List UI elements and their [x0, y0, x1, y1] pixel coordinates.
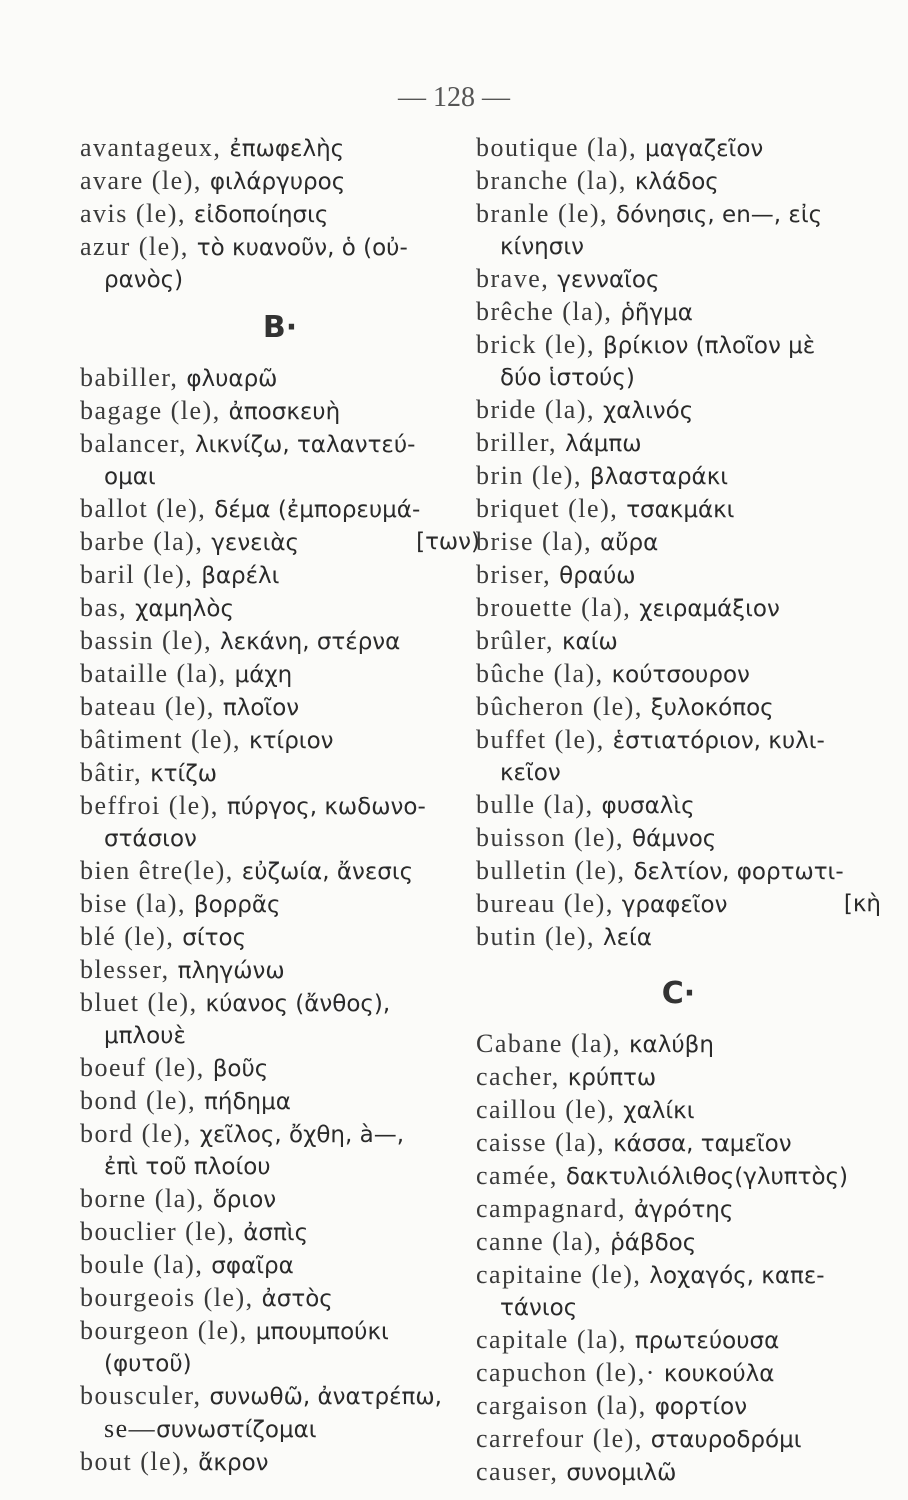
headword: avantageux, [80, 133, 222, 162]
translation: εὐζωία, ἄνεσις [241, 859, 414, 885]
headword: brise (la), [476, 527, 593, 556]
headword: bûcheron (le), [476, 692, 643, 721]
headword: bluet (le), [80, 988, 198, 1017]
headword: bataille (la), [80, 659, 227, 688]
headword: bise (la), [80, 889, 186, 918]
entry-continuation [476, 1292, 881, 1324]
entry-continuation [80, 1020, 480, 1052]
dictionary-entry [80, 165, 480, 198]
dictionary-entry [476, 855, 881, 888]
translation: δελτίον, φορτωτι- [633, 859, 844, 885]
translation: δακτυλιόλιθος(γλυπτὸς) [565, 1164, 849, 1190]
headword: boutique (la), [476, 133, 638, 162]
translation: χαλινός [602, 398, 694, 424]
translation: πρωτεύουσα [634, 1328, 780, 1354]
dictionary-entry [476, 526, 881, 559]
headword: bassin (le), [80, 626, 213, 655]
dictionary-entry [476, 1423, 881, 1456]
translation: αὔρα [600, 530, 659, 556]
headword: briquet (le), [476, 494, 619, 523]
translation: βορρᾶς [193, 892, 281, 918]
translation: συνωθῶ, ἀνατρέπω, [209, 1384, 442, 1410]
translation: ἄκρον [198, 1450, 269, 1476]
dictionary-entry [476, 1259, 881, 1292]
translation: βαρέλι [201, 563, 280, 589]
overflow-fragment: [των) [416, 529, 480, 555]
translation: ὅριον [212, 1187, 277, 1213]
headword: bord (le), [80, 1119, 192, 1148]
translation: ἀστὸς [261, 1286, 333, 1312]
translation: κουκούλα [663, 1361, 775, 1387]
translation: βοῦς [212, 1056, 269, 1082]
dictionary-entry [476, 1094, 881, 1127]
headword: bagage (le), [80, 396, 221, 425]
translation: ῥῆγμα [620, 300, 693, 326]
headword: bien être(le), [80, 856, 234, 885]
headword: branche (la), [476, 166, 627, 195]
headword: caillou (le), [476, 1095, 616, 1124]
dictionary-entry [80, 1249, 480, 1282]
translation: καλύβη [629, 1032, 714, 1058]
dictionary-entry [476, 1061, 881, 1094]
translation: σφαῖρα [211, 1253, 294, 1279]
headword: carrefour (le), [476, 1424, 643, 1453]
dictionary-entry [476, 658, 881, 691]
entry-continuation [80, 1413, 480, 1446]
translation: μαγαζεῖον [645, 136, 764, 162]
headword: barbe (la), [80, 527, 204, 556]
dictionary-entry [80, 1282, 480, 1315]
dictionary-entry [476, 263, 881, 296]
translation: φλυαρῶ [186, 366, 278, 392]
translation: κτίζω [150, 761, 218, 787]
headword: brave, [476, 264, 550, 293]
translation: κούτσουρον [611, 662, 750, 688]
translation: σίτος [182, 925, 247, 951]
headword: bâtir, [80, 758, 143, 787]
headword: bulle (la), [476, 790, 594, 819]
headword: brick (le), [476, 330, 596, 359]
headword: bourgeois (le), [80, 1283, 254, 1312]
headword: causer, [476, 1457, 559, 1486]
headword: capuchon (le),· [476, 1358, 656, 1387]
translation: λάμπω [564, 431, 642, 457]
translation: πύργος, κωδωνο- [226, 794, 426, 820]
translation: λοχαγός, καπε- [649, 1263, 825, 1289]
continuation-text: ρανὸς) [104, 267, 184, 293]
headword: campagnard, [476, 1194, 627, 1223]
dictionary-entry [476, 592, 881, 625]
right-column [476, 132, 881, 1489]
translation: ῥάβδος [610, 1230, 697, 1256]
continuation-text: μπλουὲ [104, 1023, 186, 1049]
translation: βρίκιον (πλοῖον μὲ [602, 333, 816, 359]
dictionary-entry [476, 132, 881, 165]
dictionary-entry [476, 1456, 881, 1489]
headword: caisse (la), [476, 1128, 606, 1157]
dictionary-entry [80, 691, 480, 724]
dictionary-entry [80, 559, 480, 592]
continuation-text: δύο ἱστούς) [500, 365, 635, 391]
dictionary-entry [476, 1357, 881, 1390]
translation: ἑστιατόριον, κυλι- [612, 728, 825, 754]
continuation-text: ομαι [104, 464, 156, 490]
headword: brêche (la), [476, 297, 613, 326]
headword: babiller, [80, 363, 179, 392]
headword: buffet (le), [476, 725, 605, 754]
dictionary-entry [80, 921, 480, 954]
dictionary-entry [476, 165, 881, 198]
dictionary-entry [476, 921, 881, 954]
headword: briser, [476, 560, 552, 589]
translation: λικνίζω, ταλαντεύ- [194, 432, 416, 458]
headword: azur (le), [80, 232, 189, 261]
headword: cargaison (la), [476, 1391, 647, 1420]
translation: ἀγρότης [634, 1197, 734, 1223]
continuation-text: κίνησιν [500, 234, 584, 260]
dictionary-entry [80, 526, 480, 559]
dictionary-entry [476, 198, 881, 231]
headword: canne (la), [476, 1227, 603, 1256]
dictionary-entry [80, 1380, 480, 1413]
headword: blé (le), [80, 922, 175, 951]
headword: avis (le), [80, 199, 186, 228]
dictionary-entry [80, 362, 480, 395]
dictionary-entry [476, 460, 881, 493]
dictionary-entry [476, 559, 881, 592]
translation: συνομιλῶ [566, 1460, 677, 1486]
translation: χεῖλος, ὄχθη, à—, [199, 1122, 405, 1148]
dictionary-entry [80, 987, 480, 1020]
headword: brin (le), [476, 461, 582, 490]
dictionary-entry [476, 296, 881, 329]
translation: ἀποσκευὴ [228, 399, 341, 425]
dictionary-entry [80, 1183, 480, 1216]
dictionary-entry [476, 1193, 881, 1226]
dictionary-entry [476, 329, 881, 362]
dictionary-entry [80, 395, 480, 428]
translation: σταυροδρόμι [650, 1427, 802, 1453]
translation: τὸ κυανοῦν, ὁ (οὐ- [196, 235, 408, 261]
headword: briller, [476, 428, 557, 457]
dictionary-entry [80, 132, 480, 165]
translation: λεία [602, 925, 652, 951]
entry-continuation [476, 757, 881, 789]
section-heading-b: B· [262, 310, 298, 345]
dictionary-entry [80, 592, 480, 625]
continuation-text: στάσιον [104, 826, 197, 852]
dictionary-entry [476, 1324, 881, 1357]
dictionary-entry [476, 691, 881, 724]
dictionary-entry [80, 790, 480, 823]
translation: φορτίον [654, 1394, 748, 1420]
headword: bûche (la), [476, 659, 604, 688]
headword: bourgeon (le), [80, 1316, 248, 1345]
headword: baril (le), [80, 560, 194, 589]
headword: brûler, [476, 626, 555, 655]
dictionary-entry [80, 855, 480, 888]
translation: βλασταράκι [589, 464, 729, 490]
overflow-fragment: [κὴ [843, 891, 881, 917]
entry-continuation [80, 823, 480, 855]
dictionary-entry [80, 1446, 480, 1479]
translation: μάχη [234, 662, 293, 688]
headword: borne (la), [80, 1184, 205, 1213]
headword: balancer, [80, 429, 188, 458]
translation: κρύπτω [567, 1065, 657, 1091]
dictionary-entry [80, 1052, 480, 1085]
translation: γενναῖος [557, 267, 660, 293]
translation: χειραμάξιον [639, 596, 780, 622]
headword: brouette (la), [476, 593, 632, 622]
dictionary-entry [476, 1226, 881, 1259]
translation: ἀσπὶς [243, 1220, 309, 1246]
dictionary-entry [80, 1315, 480, 1348]
headword: bureau (le), [476, 889, 614, 918]
headword: Cabane (la), [476, 1029, 622, 1058]
dictionary-entry [476, 625, 881, 658]
entry-continuation [80, 264, 480, 296]
headword: beffroi (le), [80, 791, 219, 820]
continuation-text: (φυτοῦ) [104, 1351, 192, 1377]
headword: avare (le), [80, 166, 202, 195]
dictionary-entry [476, 493, 881, 526]
translation: χαλίκι [623, 1098, 695, 1124]
continuation-text: ἐπὶ τοῦ πλοίου [104, 1154, 271, 1180]
entry-continuation [80, 461, 480, 493]
dictionary-entry [476, 789, 881, 822]
headword: butin (le), [476, 922, 596, 951]
translation: τσακμάκι [626, 497, 735, 523]
dictionary-entry [476, 1127, 881, 1160]
entry-continuation [476, 231, 881, 263]
continuation-text: κεῖον [500, 760, 561, 786]
headword: bousculer, [80, 1381, 202, 1410]
dictionary-entry [80, 198, 480, 231]
translation: πήδημα [204, 1089, 291, 1115]
translation: γενειὰς [211, 530, 300, 556]
dictionary-entry [476, 822, 881, 855]
continuation-text: συνωστίζομαι [156, 1417, 317, 1443]
dictionary-entry [80, 658, 480, 691]
translation: κύανος (ἄνθος), [205, 991, 391, 1017]
headword: boeuf (le), [80, 1053, 205, 1082]
dictionary-entry [80, 1216, 480, 1249]
dictionary-entry [80, 231, 480, 264]
entry-continuation [80, 1348, 480, 1380]
dictionary-entry [476, 394, 881, 427]
translation: κτίριον [249, 728, 334, 754]
headword: bulletin (le), [476, 856, 626, 885]
headword: blesser, [80, 955, 170, 984]
headword: bouclier (le), [80, 1217, 236, 1246]
dictionary-entry [476, 1160, 881, 1193]
headword: buisson (le), [476, 823, 625, 852]
translation: κλάδος [634, 169, 719, 195]
translation: δόνησις, en—, εἰς [616, 202, 823, 228]
translation: θάμνος [632, 826, 717, 852]
translation: πλοῖον [222, 695, 300, 721]
entry-continuation [80, 1151, 480, 1183]
headword: bond (le), [80, 1086, 197, 1115]
headword: bride (la), [476, 395, 596, 424]
translation: μπουμπούκι [255, 1319, 389, 1345]
headword: camée, [476, 1161, 558, 1190]
translation: εἰδοποίησις [193, 202, 329, 228]
dictionary-entry [80, 954, 480, 987]
headword: bas, [80, 593, 128, 622]
page-number: — 128 — [398, 82, 510, 113]
headword: bâtiment (le), [80, 725, 242, 754]
translation: κάσσα, ταμεῖον [613, 1131, 792, 1157]
entry-continuation [476, 362, 881, 394]
headword: capitaine (le), [476, 1260, 642, 1289]
dictionary-entry [80, 625, 480, 658]
dictionary-entry [80, 428, 480, 461]
section-heading-c: C· [661, 976, 696, 1011]
translation: λεκάνη, στέρνα [220, 629, 401, 655]
dictionary-entry [476, 1390, 881, 1423]
dictionary-entry [476, 427, 881, 460]
continuation-headword: se— [104, 1414, 157, 1443]
headword: boule (la), [80, 1250, 204, 1279]
headword: ballot (le), [80, 494, 207, 523]
headword: branle (le), [476, 199, 609, 228]
dictionary-entry [476, 724, 881, 757]
dictionary-entry [476, 1028, 881, 1061]
translation: φυσαλὶς [601, 793, 695, 819]
headword: bateau (le), [80, 692, 215, 721]
translation: ἐπωφελὴς [229, 136, 345, 162]
headword: bout (le), [80, 1447, 191, 1476]
left-b-entries [80, 362, 480, 1479]
dictionary-entry [80, 724, 480, 757]
dictionary-entry [80, 1118, 480, 1151]
dictionary-entry [476, 888, 881, 921]
right-b-entries [476, 132, 881, 954]
translation: χαμηλὸς [135, 596, 234, 622]
headword: cacher, [476, 1062, 560, 1091]
dictionary-entry [80, 757, 480, 790]
continuation-text: τάνιος [500, 1295, 578, 1321]
translation: φιλάργυρος [209, 169, 346, 195]
dictionary-entry [80, 888, 480, 921]
left-a-entries [80, 132, 480, 296]
dictionary-entry [80, 493, 480, 526]
dictionary-entry [80, 1085, 480, 1118]
headword: capitale (la), [476, 1325, 627, 1354]
translation: γραφεῖον [621, 892, 728, 918]
translation: θραύω [559, 563, 636, 589]
left-column [80, 132, 480, 1479]
translation: δέμα (ἐμπορευμά- [214, 497, 421, 523]
translation: ξυλοκόπος [650, 695, 774, 721]
translation: καίω [562, 629, 618, 655]
right-c-entries [476, 1028, 881, 1489]
translation: πληγώνω [177, 958, 285, 984]
